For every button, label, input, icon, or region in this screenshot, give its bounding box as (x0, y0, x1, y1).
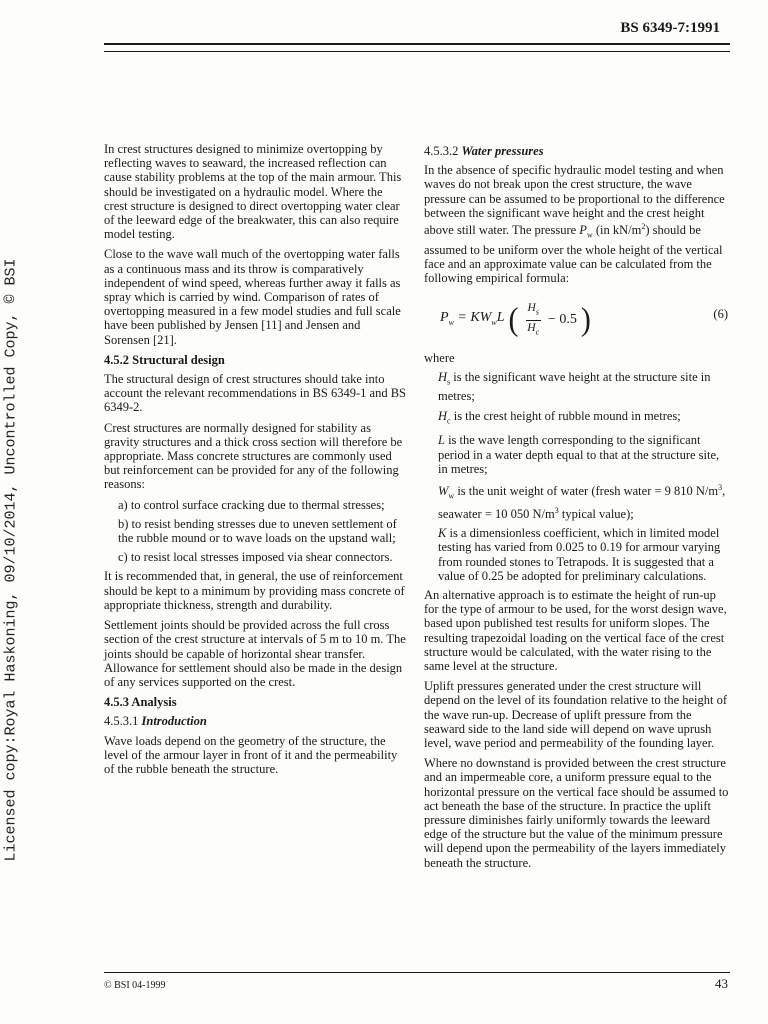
paragraph: In the absence of specific hydraulic model testing and when waves do not break upon the crest structure, the wave pressure can be assumed to be proportional to the difference between the significant wave height and the crest height above still water. The pressure $P_w$ (in $kN/m^2$) should be assumed to be uniform over the whole height of the vertical face and an approximate value can be calculated from the following empirical formula: (424, 163, 725, 286)
left-column (104, 142, 406, 782)
heading-number: 4.5.3.2 (424, 144, 459, 158)
subsection-heading-4-5-3-2 (424, 144, 730, 158)
subsection-heading-4-5-3-1 (104, 714, 406, 728)
section-heading-4-5-3: 4.5.3 Analysis (104, 695, 177, 710)
definition-hc: $H_c$ is the crest height of rubble mound in metres; (438, 408, 681, 426)
formula-6 (424, 291, 730, 343)
heading-title: Water pressures (461, 144, 544, 158)
paragraph: Uplift pressures generated under the crest structure will depend on the level of its foundation relative to the height of the wave run-up. Decrease of uplift pressure from the seaward side to the land side will depend on wave uprush level, wave period and permeability of the founding layer. (424, 679, 728, 750)
section-heading-4-5-2: 4.5.2 Structural design (104, 352, 225, 367)
footer-rule (104, 972, 730, 973)
list-item: a) to control surface cracking due to thermal stresses; (118, 497, 385, 512)
list-item: c) to resist local stresses imposed via shear connectors. (118, 550, 393, 565)
paragraph: Where no downstand is provided between the crest structure and an impermeable core, a uniform pressure equal to the horizontal pressure on the vertical face should be assumed to act beneath the base of the structure. In practice the uplift pressure diminishes fairly uniformly towards the leeward edge of the structure but the value of the minimum pressure will depend upon the permeability of the layers immediately beneath the structure. (424, 756, 729, 870)
watermark-text: Licensed copy:Royal Haskoning, 09/10/2014, Uncontrolled Copy, © BSI (2, 258, 20, 862)
footer-copyright: © BSI 04-1999 (104, 980, 166, 991)
definition-ww: $W_w$ is the unit weight of water (fresh water = 9 810 $N/m^3$, seawater = 10 050 $N/m^3$ typical value); (438, 482, 726, 521)
header-rule-thin (104, 51, 730, 52)
heading-title: Introduction (141, 714, 207, 729)
page-number: 43 (715, 976, 728, 991)
where-label: where (424, 351, 455, 366)
equation-number: (6) (713, 307, 728, 322)
definition-hs: $H_s$ is the significant wave height at the structure site in metres; (438, 369, 711, 404)
list-item: b) to resist bending stresses due to uneven settlement of the rubble mound or to wave loads on the upstand wall; (118, 516, 397, 546)
license-watermark (0, 120, 22, 1000)
heading-number: 4.5.3.1 (104, 714, 139, 729)
paragraph: It is recommended that, in general, the use of reinforcement should be kept to a minimum by providing mass concrete of appropriate thickness, strength and durability. (104, 569, 405, 612)
definition-k: K is a dimensionless coefficient, which in limited model testing has varied from 0.025 to 0.19 for armour varying from rounded stones to Tetrapods. It is suggested that a value of 0.25 be adopted for preliminary calculations. (438, 526, 721, 583)
paragraph: The structural design of crest structures should take into account the relevant recommendations in BS 6349-1 and BS 6349-2. (104, 372, 407, 415)
standard-number: BS 6349-7:1991 (620, 20, 720, 36)
paragraph: In crest structures designed to minimize overtopping by reflecting waves to seaward, the increased reflection can cause stability problems at the top of the main armour. This should be investigated on a hydraulic model. Where the crest structure is designed to direct overtopping water clear of the leeward edge of the breakwater, this can also require model testing. (104, 142, 402, 242)
fraction: $\frac{H_s}{H_c}$ (527, 302, 540, 337)
paragraph: Crest structures are normally designed for stability as gravity structures and a thick cross section will therefore be appropriate. Mass concrete structures are commonly used but reinforcement can be provided for any of the following reasons: (104, 420, 403, 492)
paragraph: An alternative approach is to estimate the height of run-up for the type of armour to be used, for the worst design wave, based upon published test results for uniform slopes. The resulting trapezoidal loading on the vertical face of the crest structure would be calculated, with the water rising to the same level at the structure. (424, 587, 727, 673)
paragraph: Settlement joints should be provided across the full cross section of the crest structure at intervals of 5 m to 10 m. The joints should be capable of horizontal shear transfer. Allowance for settlement should also be made in the design of any services supported on the crest. (104, 618, 406, 689)
right-column (424, 142, 730, 876)
definition-l: L is the wave length corresponding to the significant period in a water depth equal to that at the structure site, in metres; (438, 433, 720, 476)
formula-expression: $P_w = KW_wL$ ( $\frac{H_s}{H_c}$ − 0.5 ) (440, 301, 591, 339)
header-rule (104, 43, 730, 45)
paragraph: Wave loads depend on the geometry of the structure, the level of the armour layer in front of it and the permeability of the rubble beneath the structure. (104, 733, 398, 776)
paragraph: Close to the wave wall much of the overtopping water falls as a continuous mass and its throw is comparatively independent of wind speed, whereas further away it falls as spray which is carried by wind. Comparison of rates of overtopping measured in a few model studies and full scale have been published by Jensen [11] and Jensen and Sorensen [21]. (104, 247, 401, 347)
